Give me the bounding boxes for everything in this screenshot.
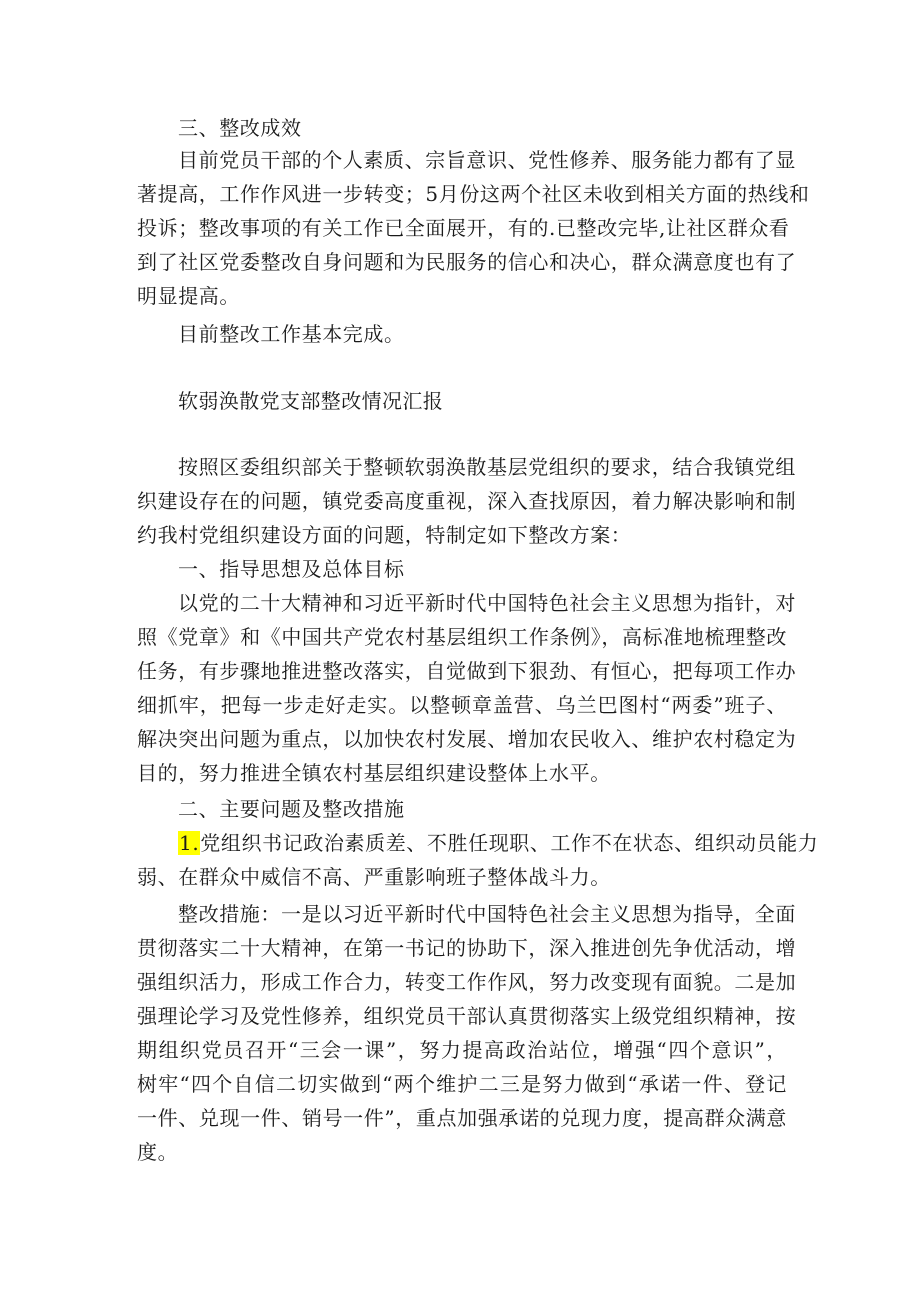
paragraph-line: 树牢“四个自信二切实做到“两个维护二三是努力做到“承诺一件、登记 bbox=[137, 1072, 787, 1096]
item1-text: 党组织书记政治素质差、不胜任现职、工作不在状态、组织动员能力 bbox=[200, 831, 819, 855]
paragraph-line: 约我村党组织建设方面的问题，特制定如下整改方案： bbox=[137, 523, 632, 547]
paragraph-line: 目前整改工作基本完成。 bbox=[178, 322, 405, 346]
report-title: 软弱涣散党支部整改情况汇报 bbox=[178, 389, 444, 413]
paragraph-line: 弱、在群众中威信不高、严重影响班子整体战斗力。 bbox=[137, 865, 611, 889]
item1-line bbox=[178, 827, 819, 859]
paragraph-line: 按照区委组织部关于整顿软弱涣散基层党组织的要求，结合我镇党组 bbox=[178, 455, 796, 479]
paragraph-line: 度。 bbox=[137, 1140, 179, 1164]
section3-heading: 三、整改成效 bbox=[178, 116, 302, 140]
paragraph-line: 织建设存在的问题，镇党委高度重视，深入查找原因，着力解决影响和制 bbox=[137, 489, 797, 513]
paragraph-line: 细抓牢，把每一步走好走实。以整顿章盖营、乌兰巴图村“两委”班子、 bbox=[137, 693, 787, 717]
paragraph-line: 强理论学习及党性修养，组织党员干部认真贯彻落实上级党组织精神，按 bbox=[137, 1004, 797, 1028]
paragraph-line: 著提高，工作作风进一步转变；5月份这两个社区未收到相关方面的热线和 bbox=[137, 182, 810, 206]
section2-heading: 二、主要问题及整改措施 bbox=[178, 797, 405, 821]
paragraph-line: 期组织党员召开“三会一课”，努力提高政治站位，增强“四个意识”， bbox=[137, 1038, 787, 1062]
section1-heading: 一、指导思想及总体目标 bbox=[178, 557, 405, 581]
paragraph-line: 到了社区党委整改自身问题和为民服务的信心和决心，群众满意度也有了 bbox=[137, 250, 797, 274]
paragraph-line: 目的，努力推进全镇农村基层组织建设整体上水平。 bbox=[137, 761, 611, 785]
paragraph-line: 整改措施：一是以习近平新时代中国特色社会主义思想为指导，全面 bbox=[178, 902, 796, 926]
paragraph-line: 解决突出问题为重点，以加快农村发展、增加农民收入、维护农村稳定为 bbox=[137, 727, 797, 751]
paragraph-line: 目前党员干部的个人素质、宗旨意识、党性修养、服务能力都有了显 bbox=[178, 148, 796, 172]
paragraph-line: 以党的二十大精神和习近平新时代中国特色社会主义思想为指针，对 bbox=[178, 591, 796, 615]
paragraph-line: 贯彻落实二十大精神，在第一书记的协助下，深入推进创先争优活动，增 bbox=[137, 936, 797, 960]
paragraph-line: 强组织活力，形成工作合力，转变工作作风，努力改变现有面貌。二是加 bbox=[137, 970, 797, 994]
paragraph-line: 一件、兑现一件、销号一件”，重点加强承诺的兑现力度，提高群众满意 bbox=[137, 1106, 787, 1130]
paragraph-line: 投诉；整改事项的有关工作已全面展开，有的.已整改完毕,让社区群众看 bbox=[137, 216, 790, 240]
item-number-highlight: 1. bbox=[179, 831, 200, 855]
paragraph-line: 明显提高。 bbox=[137, 284, 240, 308]
paragraph-line: 任务，有步骤地推进整改落实，自觉做到下狠劲、有恒心，把每项工作办 bbox=[137, 659, 797, 683]
paragraph-line: 照《党章》和《中国共产党农村基层组织工作条例》，高标准地梳理整改 bbox=[137, 625, 787, 649]
